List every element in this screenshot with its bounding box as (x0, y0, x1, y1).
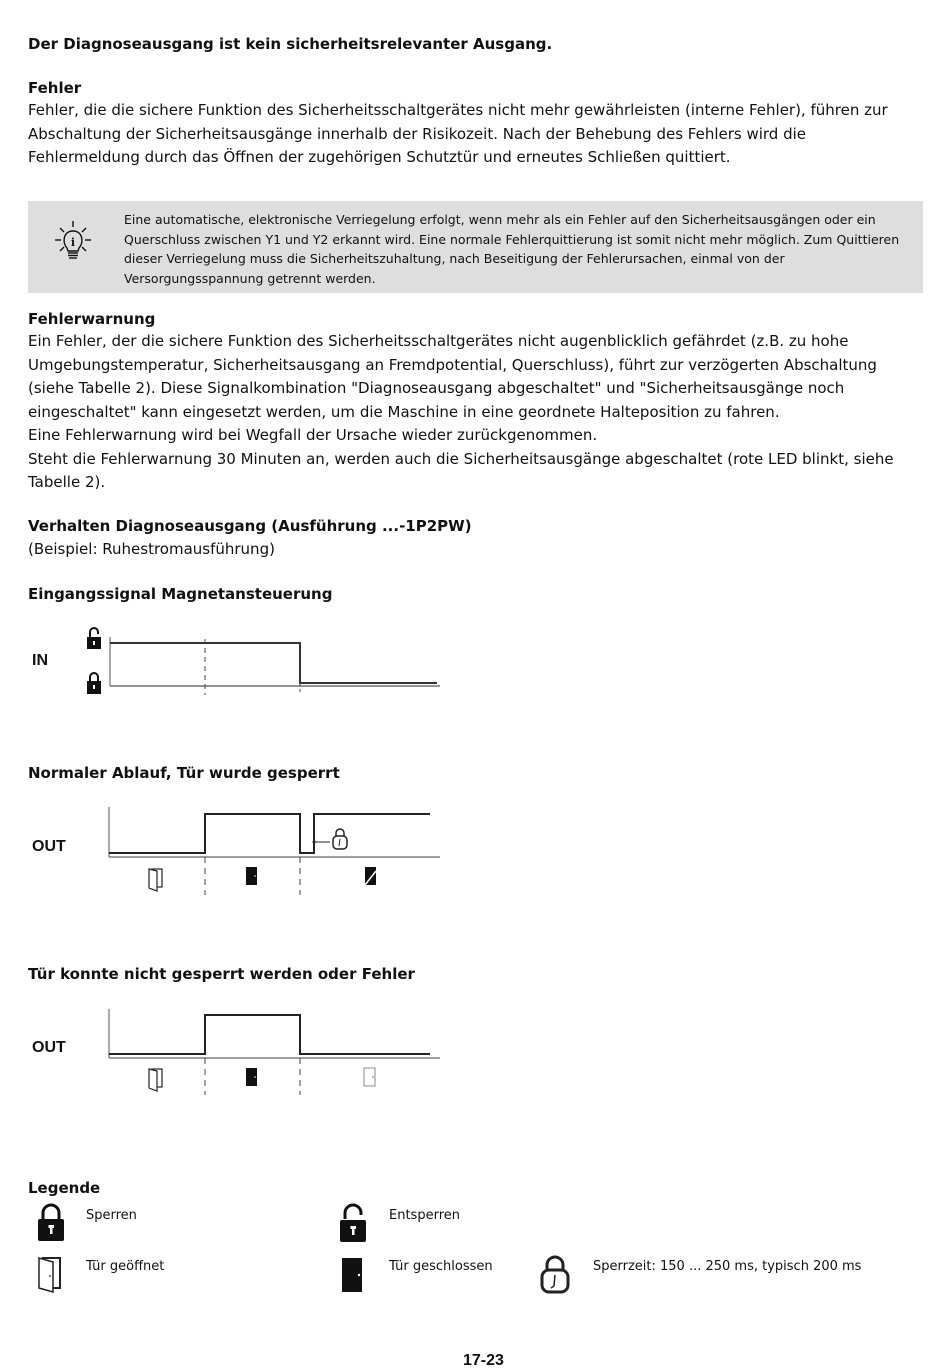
legend-label-lock-timer: Sperrzeit: 150 ... 250 ms, typisch 200 ms (593, 1259, 862, 1274)
unlock-icon (87, 628, 101, 649)
diagram-heading-input: Eingangssignal Magnetansteuerung (28, 585, 333, 603)
door-closed-icon (246, 867, 257, 885)
lock-timer-icon (333, 829, 347, 849)
lightbulb-info-icon (52, 219, 94, 263)
text-line: Umgebungstemperatur, Sicherheitsausgang an Fremdpotential, Querschluss), führt zur verzögerten Abschaltung (28, 355, 877, 374)
lock-icon (87, 673, 101, 694)
input-signal-diagram (80, 625, 450, 700)
fehler-paragraph (28, 99, 928, 170)
page-number: 17-23 (463, 1352, 504, 1369)
text-line: Steht die Fehlerwarnung 30 Minuten an, werden auch die Sicherheitsausgänge abgeschaltet (rote LED blinkt, siehe (28, 449, 894, 468)
signal-label-out-normal: OUT (32, 838, 66, 855)
section-heading-verhalten: Verhalten Diagnoseausgang (Ausführung ...-1P2PW) (28, 517, 472, 535)
text-line: Fehler, die die sichere Funktion des Sicherheitsschaltgerätes nicht mehr gewährleisten (interne Fehler), führen zur (28, 101, 888, 119)
text-line: Versorgungsspannung getrennt werden. (124, 270, 376, 286)
text-line: Abschaltung der Sicherheitsausgänge innerhalb der Risikozeit. Nach der Behebung des Fehlers wird die (28, 124, 807, 143)
legend-label-door-open: Tür geöffnet (86, 1259, 165, 1274)
door-outline-icon (364, 1068, 375, 1086)
text-line: eingeschaltet" kann eingesetzt werden, um die Maschine in eine geordnete Halteposition zu fahren. (28, 402, 780, 421)
door-closed-icon (340, 1256, 366, 1294)
unlock-icon (338, 1203, 368, 1243)
text-line: Ein Fehler, der die sichere Funktion des Sicherheitsschaltgerätes nicht augenblicklich gefährdet (z.B. zu hohe (28, 332, 849, 350)
legend-label-lock: Sperren (86, 1208, 137, 1223)
info-note-text (124, 210, 919, 288)
legend-label-unlock: Entsperren (389, 1208, 460, 1223)
text-line: (siehe Tabelle 2). Diese Signalkombination "Diagnoseausgang abgeschaltet" und "Sicherheitsausgänge noch (28, 379, 845, 397)
section-heading-fehler: Fehler (28, 79, 82, 97)
door-closed-icon (246, 1068, 257, 1086)
diagram-heading-failure: Tür konnte nicht gesperrt werden oder Fehler (28, 965, 415, 983)
lock-icon (36, 1203, 66, 1243)
signal-label-out-failure: OUT (32, 1039, 66, 1056)
door-locked-icon (365, 867, 376, 885)
text-line: Fehlermeldung durch das Öffnen der zugehörigen Schutztür und erneutes Schließen quittiert. (28, 148, 731, 166)
signal-label-in: IN (32, 652, 48, 669)
text-line: Eine automatische, elektronische Verriegelung erfolgt, wenn mehr als ein Fehler auf den Sicherheitsausgängen oder ein (124, 212, 876, 227)
lock-timer-icon (539, 1256, 571, 1296)
text-line: Tabelle 2). (28, 473, 106, 491)
fehlerwarnung-paragraph (28, 330, 938, 495)
door-open-icon (38, 1256, 66, 1294)
text-line: Querschluss zwischen Y1 und Y2 erkannt wird. Eine normale Fehlerquittierung ist somit nicht mehr möglich. Zum Quittieren (124, 231, 900, 247)
text-line: dieser Verriegelung muss die Sicherheitszuhaltung, nach Beseitigung der Fehlerursachen, einmal von der (124, 251, 785, 266)
svg-text:i: i (70, 236, 76, 249)
verhalten-subtitle: (Beispiel: Ruhestromausführung) (28, 540, 275, 558)
diagram-heading-normal: Normaler Ablauf, Tür wurde gesperrt (28, 764, 340, 782)
intro-statement: Der Diagnoseausgang ist kein sicherheitsrelevanter Ausgang. (28, 35, 553, 53)
normal-output-diagram (100, 805, 450, 900)
info-note (28, 201, 923, 293)
legend-label-door-closed: Tür geschlossen (389, 1259, 493, 1274)
door-open-icon (149, 1069, 162, 1091)
legend-heading: Legende (28, 1179, 101, 1197)
text-line: Eine Fehlerwarnung wird bei Wegfall der Ursache wieder zurückgenommen. (28, 426, 598, 444)
door-open-icon (149, 869, 162, 891)
section-heading-fehlerwarnung: Fehlerwarnung (28, 310, 156, 328)
failure-output-diagram (100, 1005, 450, 1100)
